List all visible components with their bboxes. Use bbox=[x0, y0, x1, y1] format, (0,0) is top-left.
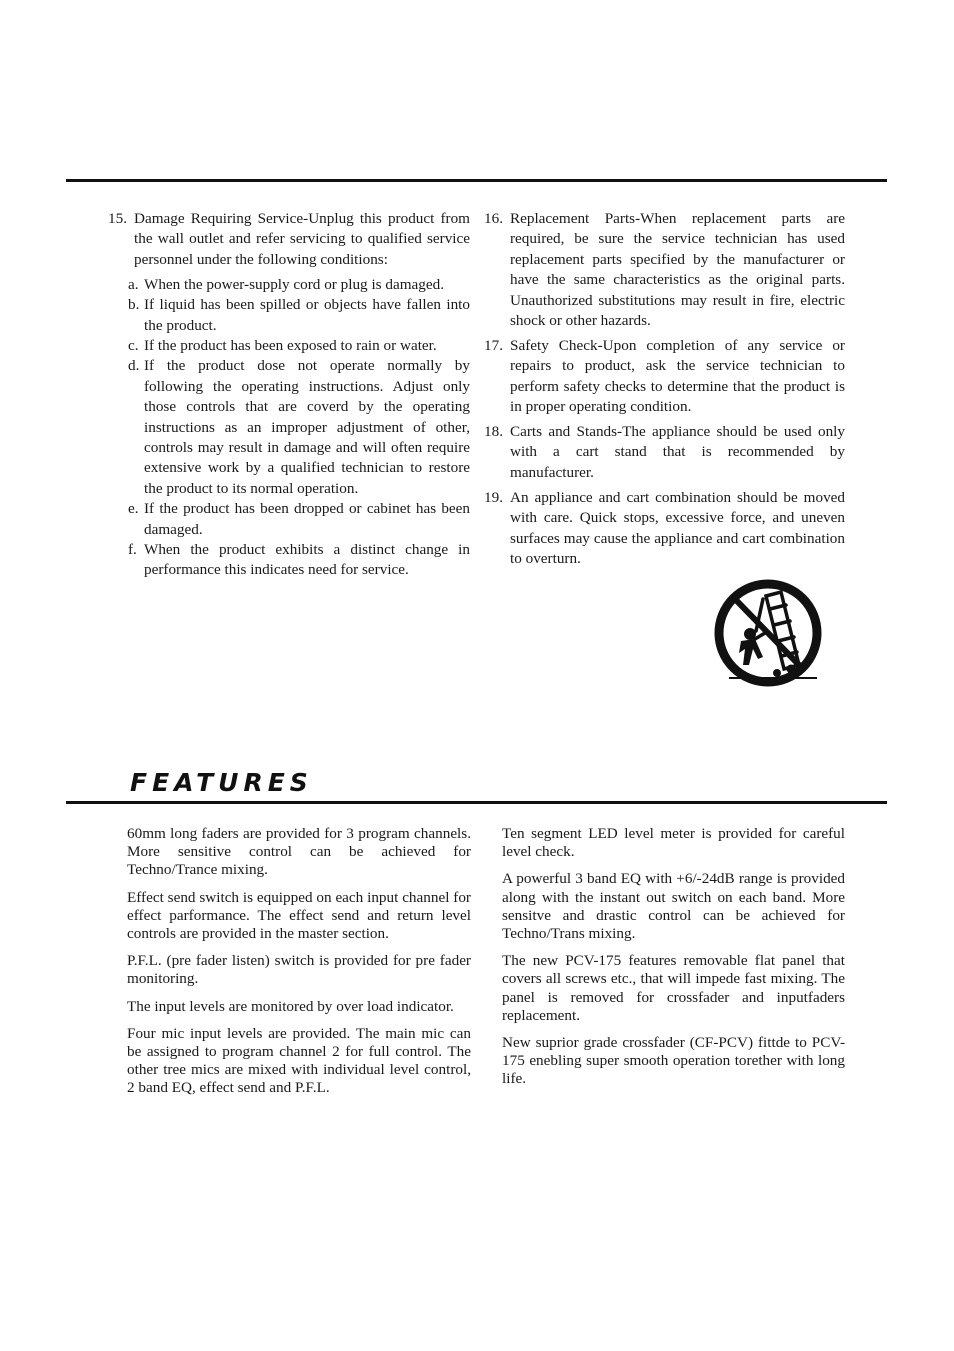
safety-left-column bbox=[108, 209, 470, 581]
safety-item-17 bbox=[484, 336, 845, 418]
condition-list bbox=[108, 275, 470, 581]
feature-paragraph: A powerful 3 band EQ with +6/-24dB range is provided along with the instant out switch on each band. More sensitve and drastic control can be achieved for Techno/Trans mixing. bbox=[502, 870, 845, 943]
condition-b bbox=[128, 295, 470, 336]
condition-d bbox=[128, 356, 470, 499]
features-rule bbox=[66, 801, 887, 804]
item-text: Damage Requiring Service-Unplug this product from the wall outlet and refer servicing to qualified service personnel under the following conditions: bbox=[134, 210, 470, 268]
feature-paragraph: New suprior grade crossfader (CF-PCV) fittde to PCV-175 enebling super smooth operation torether with long life. bbox=[502, 1034, 845, 1088]
condition-letter: a. bbox=[128, 275, 139, 293]
item-number: 17. bbox=[484, 336, 503, 354]
condition-letter: b. bbox=[128, 296, 140, 314]
item-number: 15. bbox=[108, 210, 127, 227]
condition-text: If the product has been dropped or cabinet has been damaged. bbox=[144, 500, 470, 538]
condition-letter: c. bbox=[128, 336, 139, 354]
condition-a bbox=[128, 275, 470, 295]
item-number: 18. bbox=[484, 423, 503, 441]
feature-paragraph: Effect send switch is equipped on each input channel for effect parformance. The effect send and return level controls are provided in the master section. bbox=[127, 888, 471, 943]
item-number: 16. bbox=[484, 210, 503, 227]
condition-e bbox=[128, 499, 470, 540]
item-text: Safety Check-Upon completion of any service or repairs to product, ask the service technician to perform safety checks to determine that the product is in proper operating condition. bbox=[510, 336, 845, 416]
safety-item-16 bbox=[484, 209, 845, 331]
item-text: An appliance and cart combination should be moved with care. Quick stops, excessive force, and uneven surfaces may cause the appliance and cart combination to overturn. bbox=[510, 488, 845, 567]
feature-paragraph: The input levels are monitored by over load indicator. bbox=[127, 997, 454, 1015]
condition-text: When the product exhibits a distinct change in performance this indicates need for service. bbox=[144, 541, 470, 579]
condition-text: When the power-supply cord or plug is damaged. bbox=[144, 275, 444, 293]
condition-text: If liquid has been spilled or objects have fallen into the product. bbox=[144, 296, 470, 334]
top-rule bbox=[66, 179, 887, 182]
cart-tip-over-warning-icon bbox=[711, 579, 825, 689]
safety-item-18 bbox=[484, 422, 845, 483]
feature-paragraph: P.F.L. (pre fader listen) switch is provided for pre fader monitoring. bbox=[127, 952, 471, 988]
features-heading: FEATURES bbox=[130, 768, 313, 797]
condition-letter: d. bbox=[128, 357, 140, 375]
item-number: 19. bbox=[484, 488, 503, 506]
feature-paragraph: 60mm long faders are provided for 3 program channels. More sensitive control can be achieved for Techno/Trance mixing. bbox=[127, 825, 471, 879]
safety-item-19 bbox=[484, 488, 845, 570]
condition-c bbox=[128, 336, 470, 356]
feature-paragraph: Ten segment LED level meter is provided for careful level check. bbox=[502, 825, 845, 861]
condition-letter: e. bbox=[128, 500, 139, 518]
condition-letter: f. bbox=[128, 541, 137, 558]
feature-paragraph: The new PCV-175 features removable flat panel that covers all screws etc., that will impede fast mixing. The panel is removed for crossfader and inputfaders replacement. bbox=[502, 952, 845, 1024]
safety-right-column bbox=[484, 209, 845, 574]
condition-f bbox=[128, 540, 470, 581]
item-text: Carts and Stands-The appliance should be used only with a cart stand that is recommended by manufacturer. bbox=[510, 423, 845, 481]
condition-text: If the product has been exposed to rain or water. bbox=[144, 336, 437, 354]
safety-item-15 bbox=[108, 209, 470, 270]
condition-text: If the product dose not operate normally by following the operating instructions. Adjust only those controls that are coverd by the operating instructions as an improper adjustment of other, controls may result in damage and will often require extensive work by a qualified technician to restore the product to its normal operation. bbox=[144, 357, 470, 497]
item-text: Replacement Parts-When replacement parts are required, be sure the service technician has used replacement parts specified by the manufacturer or have the same characteristics as the original parts. Unauthorized substitutions may result in fire, electric shock or other hazards. bbox=[510, 210, 845, 330]
feature-paragraph: Four mic input levels are provided. The main mic can be assigned to program channel 2 for full control. The other tree mics are mixed with individual level control, 2 band EQ, effect send and P.F.L. bbox=[127, 1024, 471, 1097]
features-right-column bbox=[502, 825, 845, 1098]
features-left-column bbox=[127, 825, 471, 1107]
